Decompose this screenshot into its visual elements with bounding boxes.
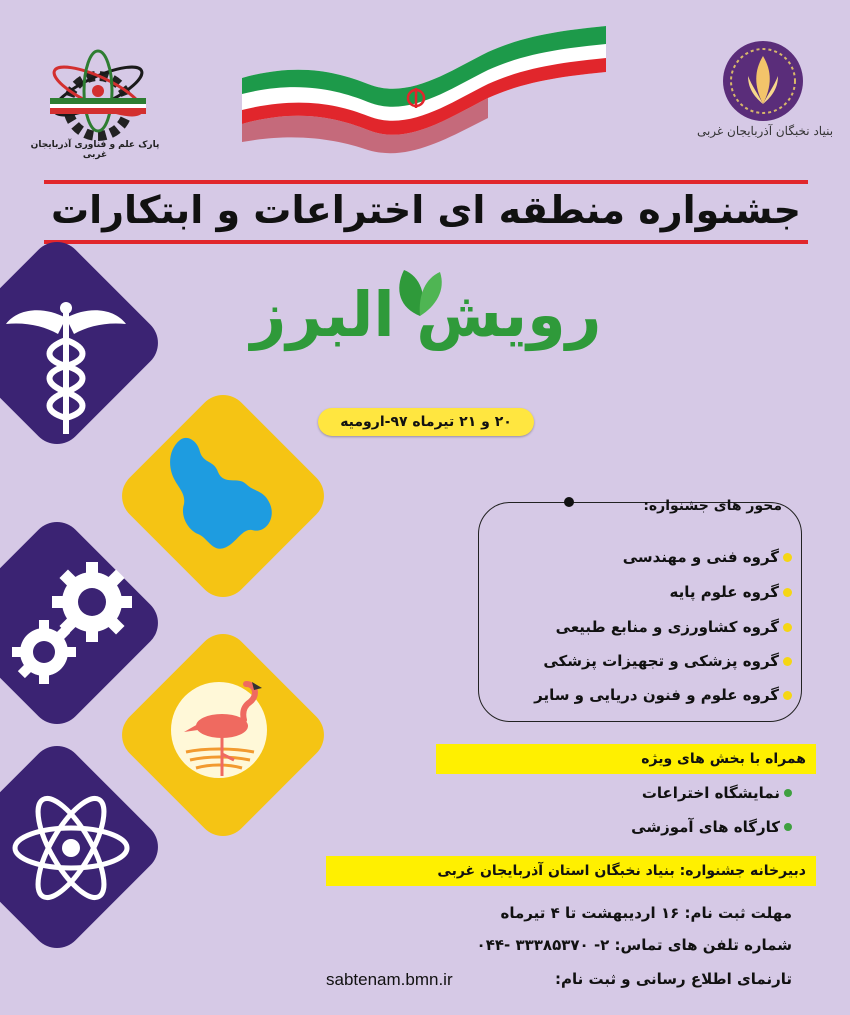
axis-label: گروه فنی و مهندسی bbox=[622, 548, 779, 566]
special-label: نمایشگاه اختراعات bbox=[641, 784, 780, 802]
special-item bbox=[642, 784, 792, 802]
bullet-icon bbox=[784, 823, 792, 831]
science-park-logo bbox=[38, 36, 158, 156]
elites-foundation-caption: بنیاد نخبگان آذربایجان غربی bbox=[696, 124, 834, 138]
axis-item bbox=[534, 686, 792, 704]
iran-flag-icon bbox=[238, 22, 610, 162]
bullet-icon bbox=[783, 553, 792, 562]
caduceus-icon bbox=[4, 300, 128, 440]
axis-label: گروه علوم و فنون دریایی و سایر bbox=[534, 686, 779, 704]
festival-title: جشنواره منطقه ای اختراعات و ابتکارات bbox=[50, 188, 802, 232]
gears-icon bbox=[4, 556, 144, 696]
axis-item bbox=[556, 618, 792, 636]
axes-bullet bbox=[564, 497, 574, 507]
bullet-icon bbox=[783, 588, 792, 597]
special-item bbox=[631, 818, 792, 836]
axes-title: محور های جشنواره: bbox=[643, 498, 782, 514]
elites-foundation-logo bbox=[718, 36, 808, 126]
registration-deadline: مهلت ثبت نام: ۱۶ اردیبهشت تا ۴ تیرماه bbox=[500, 904, 792, 922]
axis-label: گروه کشاورزی و منابع طبیعی bbox=[555, 618, 779, 636]
atom-icon bbox=[6, 786, 136, 910]
website-label: تارنمای اطلاع رسانی و ثبت نام: bbox=[554, 970, 792, 988]
website-link[interactable]: sabtenam.bmn.ir bbox=[326, 970, 453, 989]
bullet-icon bbox=[784, 789, 792, 797]
special-label: کارگاه های آموزشی bbox=[631, 818, 780, 836]
bullet-icon bbox=[783, 623, 792, 632]
special-sections-title: همراه با بخش های ویژه bbox=[436, 744, 816, 774]
axis-item bbox=[543, 652, 792, 670]
contact-phones: شماره تلفن های تماس: ۲- ۳۳۳۸۵۳۷۰ -۰۴۴ bbox=[476, 936, 792, 954]
brand-name: رویش البرز bbox=[250, 278, 602, 351]
title-line-top bbox=[44, 180, 808, 184]
lake-map-icon bbox=[154, 430, 294, 566]
bullet-icon bbox=[783, 691, 792, 700]
title-line-bottom bbox=[44, 240, 808, 244]
bullet-icon bbox=[783, 657, 792, 666]
secretariat-band: دبیرخانه جشنواره: بنیاد نخبگان استان آذربایجان غربی bbox=[326, 856, 816, 886]
science-park-caption: پارک علم و فناوری آذربایجان غربی bbox=[30, 140, 160, 160]
axis-item bbox=[623, 548, 792, 566]
axis-label: گروه علوم پایه bbox=[669, 583, 779, 601]
flamingo-icon bbox=[164, 668, 274, 792]
date-badge: ۲۰ و ۲۱ تیرماه ۹۷-ارومیه bbox=[318, 408, 534, 436]
axis-item bbox=[670, 583, 792, 601]
axis-label: گروه پزشکی و تجهیزات پزشکی bbox=[543, 652, 779, 670]
